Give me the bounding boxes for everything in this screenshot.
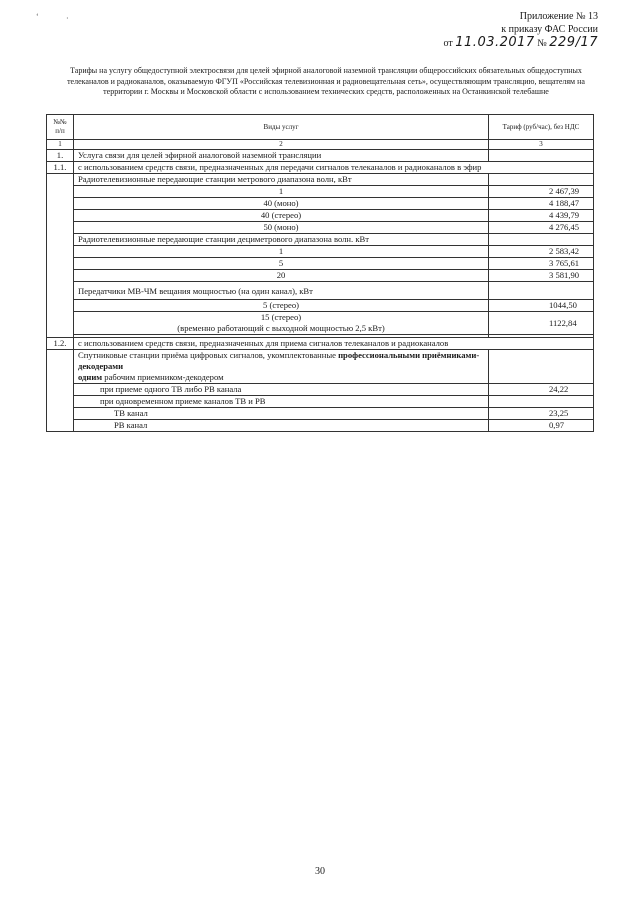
handwritten-number: 229/17 xyxy=(549,35,598,50)
table-row xyxy=(47,174,594,186)
header-service: Виды услуг xyxy=(74,115,489,140)
table-row: 1 2 467,39 xyxy=(47,186,594,198)
page-number: 30 xyxy=(315,866,325,877)
table-row xyxy=(47,234,594,246)
table-row: 1 2 583,42 xyxy=(47,246,594,258)
group-label: Передатчики МВ-ЧМ вещания мощностью (на один канал), кВт xyxy=(74,282,489,300)
document-intro: Тарифы на услугу общедоступной электросвязи для целей эфирной аналоговой наземной трансляции общероссийских обязательных общедоступных телеканалов и радиоканалов, оказываемую ФГУП «Российская телевизионная и радиовещательная сеть», осуществляющим трансляцию, вещателям на территории г. Москвы и Московской области с использованием технических средств, расположенных на Останкинской телебашне xyxy=(67,66,585,96)
table-row: 40 (стерео) 4 439,79 xyxy=(47,210,594,222)
subsection-1-1: 1.1. с использованием средств связи, предназначенных для передачи сигналов телеканалов и радиоканалов в эфир xyxy=(47,162,594,174)
table-header xyxy=(47,115,594,140)
satellite-description: Спутниковые станции приёма цифровых сигналов, укомплектованные профессиональными приёмниками-декодерами одним рабочим приемником-декодером xyxy=(74,350,489,384)
table-row: 50 (моно) 4 276,45 xyxy=(47,222,594,234)
scan-speck: ‘ xyxy=(36,12,39,21)
header-number: №№ п/п xyxy=(47,115,74,140)
section-1: 1. Услуга связи для целей эфирной аналоговой наземной трансляции xyxy=(47,150,594,162)
table-row: при одновременном приеме каналов ТВ и РВ xyxy=(47,396,594,408)
scan-speck: · xyxy=(66,14,69,23)
table-row xyxy=(47,282,594,300)
header-tariff: Тариф (руб/час), без НДС xyxy=(489,115,594,140)
column-numbers: 1 2 3 xyxy=(47,140,594,150)
appendix-header xyxy=(444,10,598,50)
table-row: ТВ канал 23,25 xyxy=(47,408,594,420)
order-date-line: от 11.03.2017 № 229/17 xyxy=(443,35,598,50)
tariff-table xyxy=(46,114,594,432)
table-row: РВ канал 0,97 xyxy=(47,420,594,432)
table-row: 5 3 765,61 xyxy=(47,258,594,270)
table-row: 20 3 581,90 xyxy=(47,270,594,282)
table-row xyxy=(47,350,594,384)
order-reference: к приказу ФАС России xyxy=(501,24,598,35)
subsection-1-2: 1.2. с использованием средств связи, предназначенных для приема сигналов телеканалов и радиоканалов xyxy=(47,338,594,350)
table-row: 15 (стерео) (временно работающий с выходной мощностью 2,5 кВт) 1122,84 xyxy=(47,312,594,335)
table-row: 40 (моно) 4 188,47 xyxy=(47,198,594,210)
handwritten-date: 11.03.2017 xyxy=(455,35,535,50)
table-row: при приеме одного ТВ либо РВ канала 24,22 xyxy=(47,384,594,396)
appendix-title: Приложение № 13 xyxy=(519,11,598,22)
group-label: Радиотелевизионные передающие станции дециметрового диапазона волн. кВт xyxy=(74,234,489,246)
group-label: Радиотелевизионные передающие станции метрового диапазона волн, кВт xyxy=(74,174,489,186)
table-row: 5 (стерео) 1044,50 xyxy=(47,300,594,312)
